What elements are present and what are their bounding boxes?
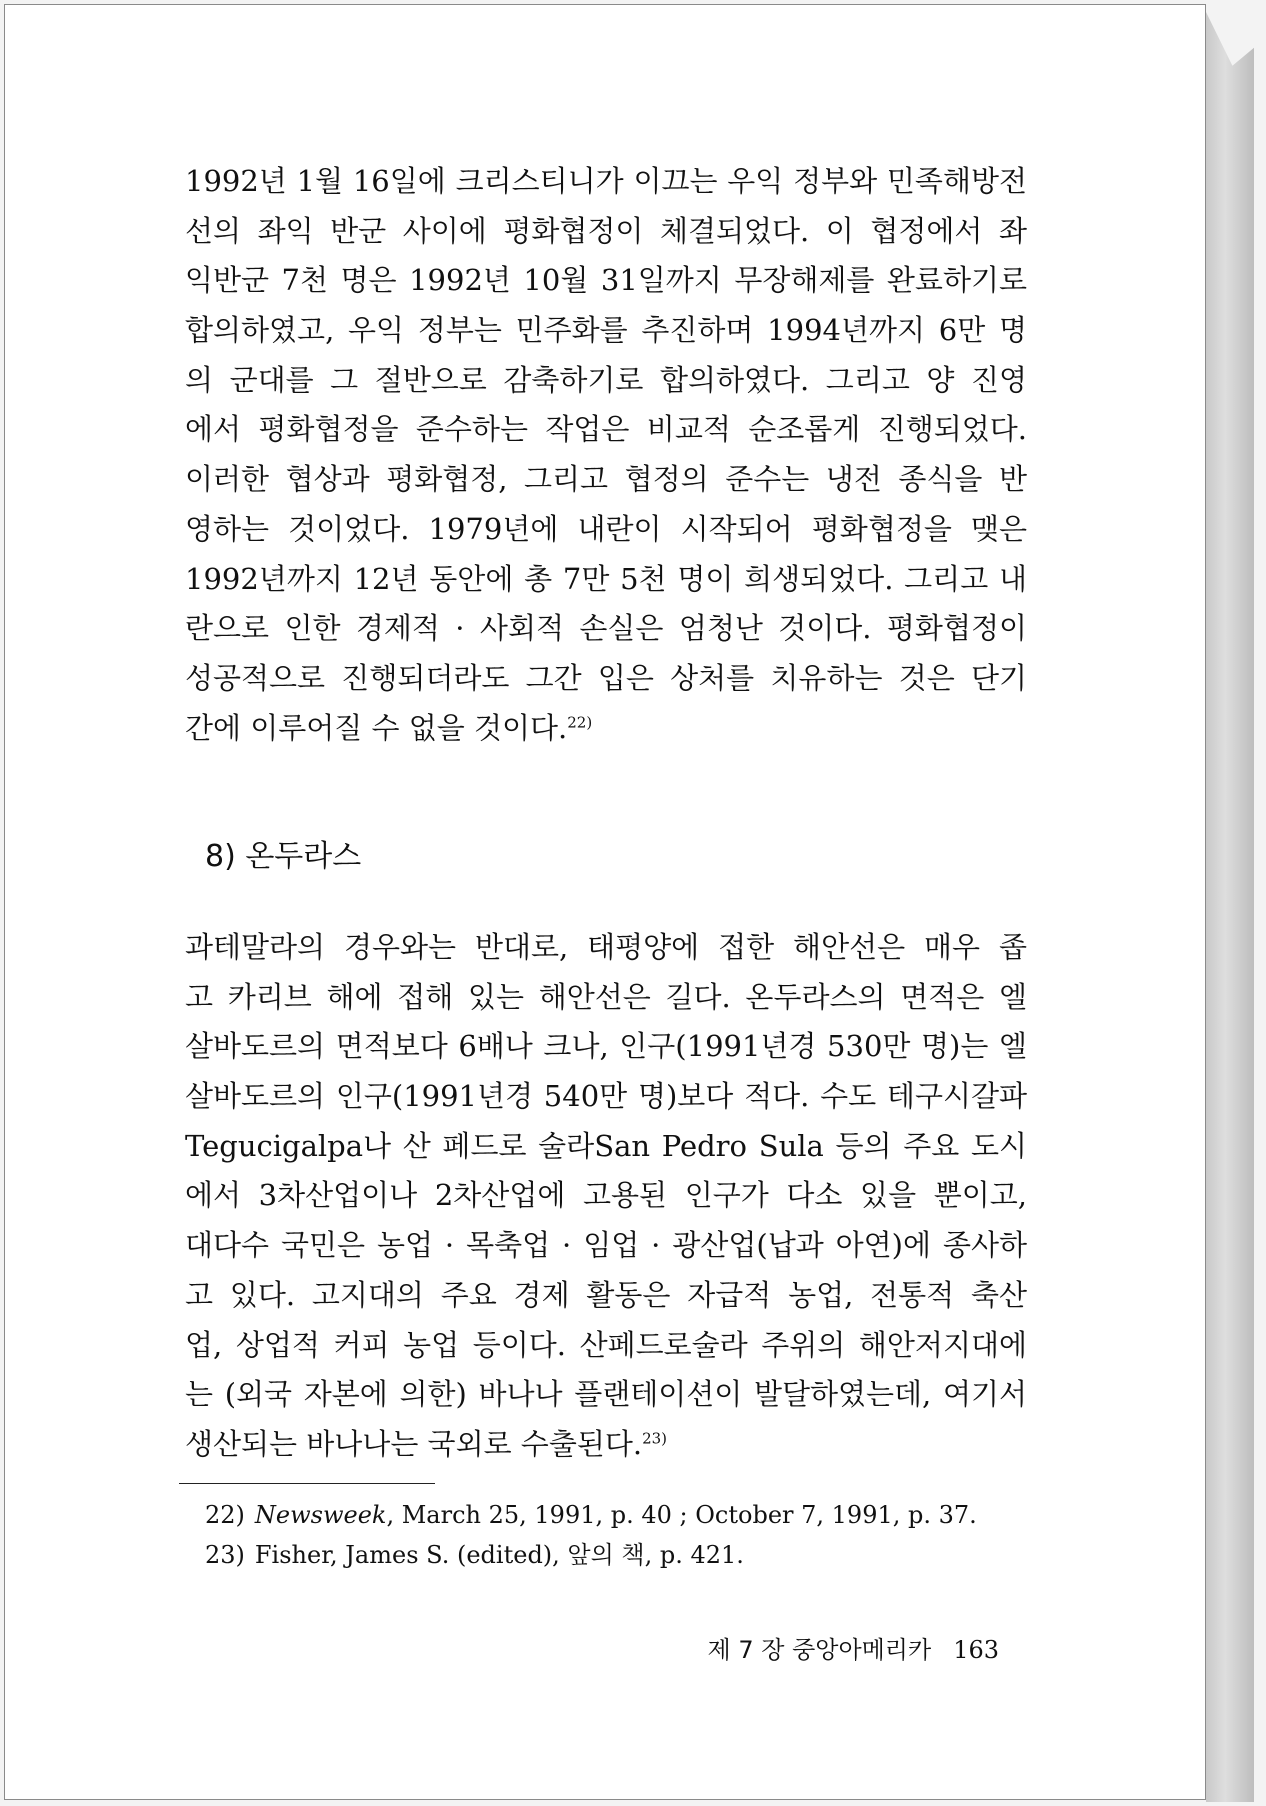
paragraph-1-line: 란으로 인한 경제적 · 사회적 손실은 엄청난 것이다. 평화협정이 bbox=[185, 611, 1027, 646]
paragraph-1-line: 이러한 협상과 평화협정, 그리고 협정의 준수는 냉전 종식을 반 bbox=[185, 462, 1027, 497]
paragraph-2-line: 에서 3차산업이나 2차산업에 고용된 인구가 다소 있을 뿐이고, bbox=[185, 1178, 1027, 1213]
running-footer bbox=[708, 1630, 999, 1665]
footnote-text: , March 25, 1991, p. 40 ; October 7, 1991, p. 37. bbox=[386, 1501, 977, 1529]
paragraph-1-line: 합의하였고, 우익 정부는 민주화를 추진하며 1994년까지 6만 명 bbox=[185, 313, 1027, 348]
book-page bbox=[4, 4, 1206, 1800]
paragraph-1-line: 영하는 것이었다. 1979년에 내란이 시작되어 평화협정을 맺은 bbox=[185, 511, 1027, 546]
paragraph-1-line: 의 군대를 그 절반으로 감축하기로 합의하였다. 그리고 양 진영 bbox=[185, 362, 1027, 397]
footnotes bbox=[205, 1495, 977, 1575]
page-stack-edge bbox=[1206, 12, 1254, 1802]
footnote-text: Fisher, James S. (edited), 앞의 책, p. 421. bbox=[254, 1541, 744, 1569]
paragraph-1-line: 에서 평화협정을 준수하는 작업은 비교적 순조롭게 진행되었다. bbox=[185, 412, 1027, 447]
paragraph-2-line: 살바도르의 인구(1991년경 540만 명)보다 적다. 수도 테구시갈파 bbox=[185, 1079, 1027, 1114]
footnote-number: 22) bbox=[205, 1501, 245, 1529]
footnote-reference: 23) bbox=[642, 1429, 668, 1448]
paragraph-2-line: 는 (외국 자본에 의한) 바나나 플랜테이션이 발달하였는데, 여기서 bbox=[185, 1377, 1027, 1412]
paragraph-1-line: 1992년까지 12년 동안에 총 7만 5천 명이 희생되었다. 그리고 내 bbox=[185, 561, 1027, 596]
paragraph-honduras bbox=[185, 923, 1027, 1470]
paragraph-2-line: 업, 상업적 커피 농업 등이다. 산페드로술라 주위의 해안저지대에 bbox=[185, 1327, 1027, 1362]
paragraph-2-line: Tegucigalpa나 산 페드로 술라San Pedro Sula 등의 주요 도시 bbox=[185, 1128, 1027, 1163]
paragraph-1-line: 익반군 7천 명은 1992년 10월 31일까지 무장해제를 완료하기로 bbox=[185, 263, 1027, 298]
section-heading: 8) 온두라스 bbox=[205, 839, 362, 874]
paragraph-2-line: 고 있다. 고지대의 주요 경제 활동은 자급적 농업, 전통적 축산 bbox=[185, 1277, 1027, 1312]
paragraph-2-line: 생산되는 바나나는 국외로 수출된다.$^{23)}$ bbox=[185, 1426, 668, 1461]
footnote-22 bbox=[205, 1495, 977, 1535]
footnote-23 bbox=[205, 1535, 977, 1575]
paragraph-2-line: 살바도르의 면적보다 6배나 크나, 인구(1991년경 530만 명)는 엘 bbox=[185, 1029, 1027, 1064]
footnote-divider bbox=[179, 1483, 435, 1484]
page-number: 163 bbox=[953, 1636, 999, 1664]
paragraph-1-line: 1992년 1월 16일에 크리스티니가 이끄는 우익 정부와 민족해방전 bbox=[185, 164, 1027, 198]
paragraph-el-salvador bbox=[185, 157, 1027, 753]
paragraph-2-line: 고 카리브 해에 접해 있는 해안선은 길다. 온두라스의 면적은 엘 bbox=[185, 979, 1027, 1014]
paragraph-1-line: 선의 좌익 반군 사이에 평화협정이 체결되었다. 이 협정에서 좌 bbox=[185, 213, 1027, 248]
paragraph-1-line: 성공적으로 진행되더라도 그간 입은 상처를 치유하는 것은 단기 bbox=[185, 660, 1027, 695]
footnote-source-title: Newsweek bbox=[254, 1501, 387, 1529]
chapter-title: 제 7 장 중앙아메리카 bbox=[707, 1636, 932, 1664]
paragraph-2-line: 과테말라의 경우와는 반대로, 태평양에 접한 해안선은 매우 좁 bbox=[185, 930, 1027, 964]
paragraph-1-line: 간에 이루어질 수 없을 것이다.$^{22)}$ bbox=[185, 710, 593, 745]
footnote-number: 23) bbox=[205, 1541, 245, 1569]
paragraph-2-line: 대다수 국민은 농업 · 목축업 · 임업 · 광산업(납과 아연)에 종사하 bbox=[185, 1228, 1027, 1263]
footnote-reference: 22) bbox=[567, 712, 593, 731]
